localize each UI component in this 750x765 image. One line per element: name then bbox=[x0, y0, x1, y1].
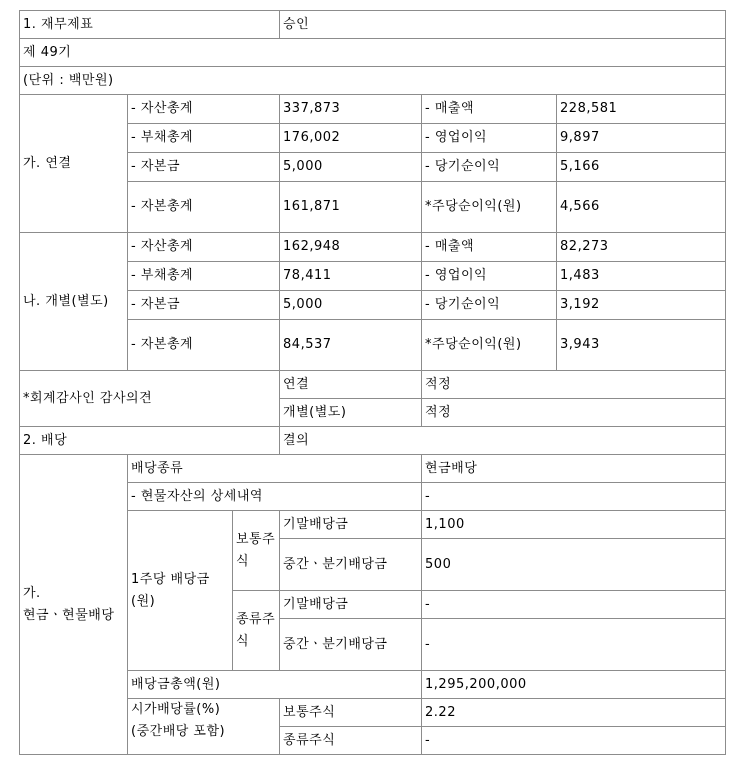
cell-label: - 자본금 bbox=[128, 153, 280, 182]
cell-yield-label: 시가배당률(%)(중간배당 포함) bbox=[128, 699, 280, 755]
cell-status: 승인 bbox=[280, 11, 726, 39]
cell-value: 5,000 bbox=[280, 153, 422, 182]
cell-common-label: 보통주식 bbox=[233, 511, 280, 591]
cell-label: - 영업이익 bbox=[422, 262, 557, 291]
cell-label: - 자산총계 bbox=[128, 233, 280, 262]
cell-label: - 매출액 bbox=[422, 95, 557, 124]
cell-label: 중간ㆍ분기배당금 bbox=[280, 619, 422, 671]
cell-value: 1,295,200,000 bbox=[422, 671, 726, 699]
cell-label: - 매출액 bbox=[422, 233, 557, 262]
cell-value: - bbox=[422, 483, 726, 511]
cell-label: - 자본금 bbox=[128, 291, 280, 320]
cell-value: 500 bbox=[422, 539, 726, 591]
cell-audit-label: *회계감사인 감사의견 bbox=[20, 371, 280, 427]
cell-item-label: 2. 배당 bbox=[20, 427, 280, 455]
row-dividend bbox=[20, 427, 726, 455]
cell-label: *주당순이익(원) bbox=[422, 320, 557, 371]
cell-preferred-label: 종류주식 bbox=[233, 591, 280, 671]
cell-audit-type: 개별(별도) bbox=[280, 399, 422, 427]
cell-dividend-group-label: 가. 현금ㆍ현물배당 bbox=[20, 455, 128, 755]
cell-label: 기말배당금 bbox=[280, 591, 422, 619]
cell-value: - bbox=[422, 591, 726, 619]
cell-audit-opinion: 적정 bbox=[422, 371, 726, 399]
cell-value: 3,943 bbox=[557, 320, 726, 371]
row-financial-statements bbox=[20, 11, 726, 39]
cell-per-share-label: 1주당 배당금(원) bbox=[128, 511, 233, 671]
cell-value: - bbox=[422, 619, 726, 671]
cell-value: 337,873 bbox=[280, 95, 422, 124]
cell-status: 결의 bbox=[280, 427, 726, 455]
cell-value: 1,100 bbox=[422, 511, 726, 539]
cell-value: - bbox=[422, 727, 726, 755]
cell-value: 2.22 bbox=[422, 699, 726, 727]
row-unit bbox=[20, 67, 726, 95]
cell-value: 162,948 bbox=[280, 233, 422, 262]
cell-label: 종류주식 bbox=[280, 727, 422, 755]
cell-unit: (단위 : 백만원) bbox=[20, 67, 726, 95]
cell-value: 82,273 bbox=[557, 233, 726, 262]
cell-label: - 자본총계 bbox=[128, 182, 280, 233]
cell-value: 9,897 bbox=[557, 124, 726, 153]
cell-value: 4,566 bbox=[557, 182, 726, 233]
cell-value: 5,000 bbox=[280, 291, 422, 320]
table-row bbox=[20, 371, 726, 399]
cell-value: 1,483 bbox=[557, 262, 726, 291]
cell-label: 배당종류 bbox=[128, 455, 422, 483]
cell-label: - 당기순이익 bbox=[422, 291, 557, 320]
cell-audit-type: 연결 bbox=[280, 371, 422, 399]
cell-label: 기말배당금 bbox=[280, 511, 422, 539]
row-period bbox=[20, 39, 726, 67]
cell-label: - 영업이익 bbox=[422, 124, 557, 153]
disclosure-table bbox=[19, 10, 726, 755]
cell-label: - 현물자산의 상세내역 bbox=[128, 483, 422, 511]
cell-label: - 부채총계 bbox=[128, 262, 280, 291]
cell-value: 78,411 bbox=[280, 262, 422, 291]
cell-value: 84,537 bbox=[280, 320, 422, 371]
cell-label: - 자본총계 bbox=[128, 320, 280, 371]
cell-label: 중간ㆍ분기배당금 bbox=[280, 539, 422, 591]
cell-separate-label: 나. 개별(별도) bbox=[20, 233, 128, 371]
cell-value: 3,192 bbox=[557, 291, 726, 320]
cell-label: *주당순이익(원) bbox=[422, 182, 557, 233]
cell-value: 현금배당 bbox=[422, 455, 726, 483]
cell-item-label: 1. 재무제표 bbox=[20, 11, 280, 39]
cell-audit-opinion: 적정 bbox=[422, 399, 726, 427]
cell-value: 176,002 bbox=[280, 124, 422, 153]
cell-value: 228,581 bbox=[557, 95, 726, 124]
cell-consolidated-label: 가. 연결 bbox=[20, 95, 128, 233]
cell-label: 보통주식 bbox=[280, 699, 422, 727]
cell-value: 161,871 bbox=[280, 182, 422, 233]
cell-value: 5,166 bbox=[557, 153, 726, 182]
cell-label: - 부채총계 bbox=[128, 124, 280, 153]
cell-label: - 당기순이익 bbox=[422, 153, 557, 182]
cell-label: - 자산총계 bbox=[128, 95, 280, 124]
table-row bbox=[20, 455, 726, 483]
cell-period: 제 49기 bbox=[20, 39, 726, 67]
table-row bbox=[20, 233, 726, 262]
table-row bbox=[20, 95, 726, 124]
cell-label: 배당금총액(원) bbox=[128, 671, 422, 699]
